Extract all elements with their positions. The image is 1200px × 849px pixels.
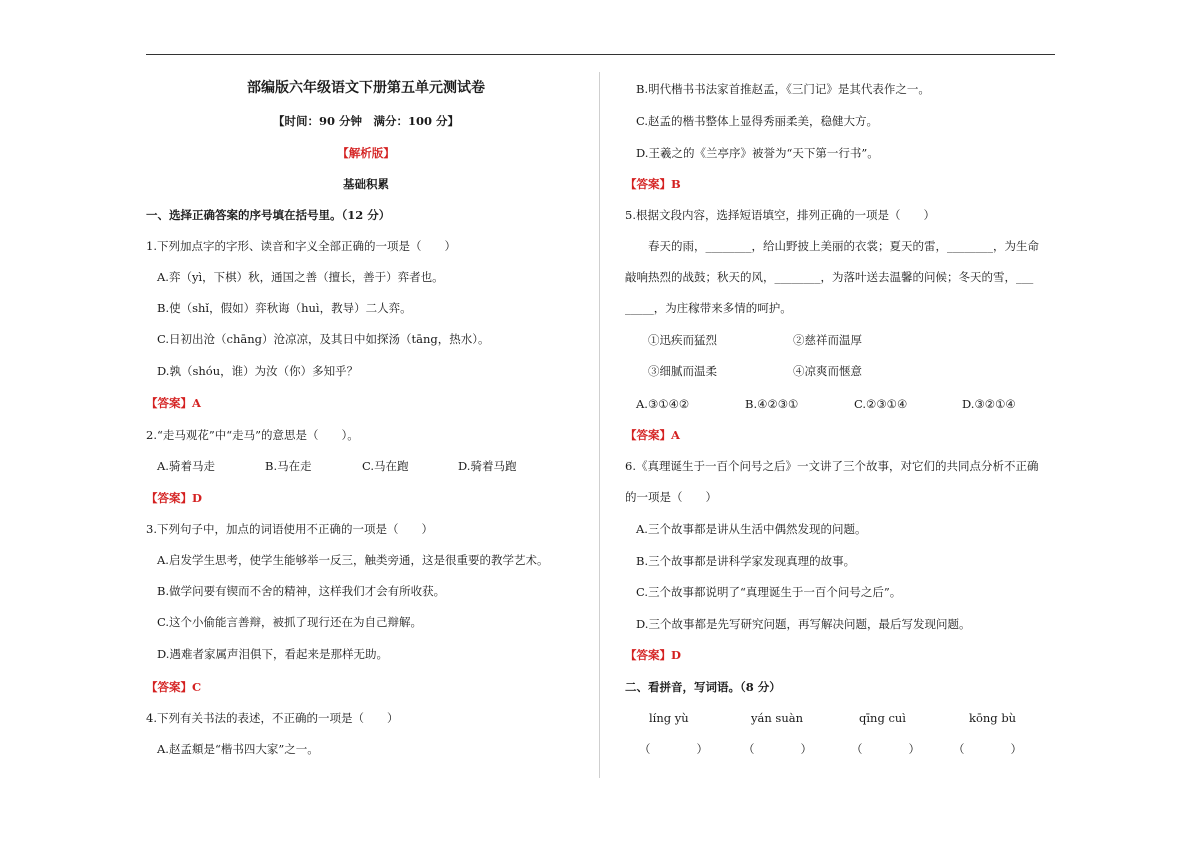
- q4-option-c: C.赵孟的楷书整体上显得秀丽柔美，稳健大方。: [636, 114, 879, 128]
- q1-answer: 【答案】A: [146, 396, 201, 410]
- q2-option-a: A.骑着马走: [157, 459, 215, 473]
- q3-option-a: A.启发学生思考，使学生能够举一反三，触类旁通，这是很重要的教学艺术。: [157, 553, 549, 567]
- q3-answer: 【答案】C: [146, 680, 202, 694]
- pinyin-4: kōng bù: [969, 711, 1017, 725]
- q5-passage-line1: 春天的雨，________，给山野披上美丽的衣裳；夏天的雷，________，为生命: [648, 239, 1039, 253]
- q5-option-c: C.②③①④: [854, 397, 908, 411]
- q3-option-d: D.遇难者家属声泪俱下，看起来是那样无助。: [157, 647, 388, 661]
- pinyin-2: yán suàn: [751, 711, 803, 725]
- q6-stem-line2: 的一项是（ ）: [625, 490, 717, 504]
- q1-option-a: A.弈（yì，下棋）秋，通国之善（擅长，善于）弈者也。: [157, 270, 444, 284]
- q5-option-d: D.③②①④: [962, 397, 1016, 411]
- q6-answer: 【答案】D: [625, 648, 681, 662]
- q5-phrase-1: ①迅疾而猛烈: [648, 333, 717, 347]
- q5-phrase-3: ③细腻而温柔: [648, 364, 717, 378]
- part2-heading: 二、看拼音，写词语。（8 分）: [625, 680, 781, 694]
- page-title: 部编版六年级语文下册第五单元测试卷: [247, 80, 485, 96]
- q5-passage-line2: 敲响热烈的战鼓；秋天的风，________，为落叶送去温馨的问候；冬天的雪，___: [625, 270, 1034, 284]
- q5-phrase-4: ④凉爽而惬意: [793, 364, 862, 378]
- q5-option-b: B.④②③①: [745, 397, 799, 411]
- q6-option-d: D.三个故事都是先写研究问题，再写解决问题，最后写发现问题。: [636, 617, 971, 631]
- q1-option-c: C.日初出沧（chāng）沧凉凉，及其日中如探汤（tāng，热水）。: [157, 332, 490, 346]
- exam-meta: 【时间：90 分钟 满分：100 分】: [272, 114, 459, 128]
- q1-option-d: D.孰（shóu，谁）为汝（你）多知乎？: [157, 364, 359, 378]
- q3-option-c: C.这个小偷能言善辩，被抓了现行还在为自己辩解。: [157, 615, 423, 629]
- q1-option-b: B.使（shǐ，假如）弈秋诲（huì，教导）二人弈。: [157, 301, 412, 315]
- header-rule: [146, 54, 1055, 55]
- q1-stem: 1.下列加点字的字形、读音和字义全部正确的一项是（ ）: [146, 239, 456, 253]
- edition-label: 【解析版】: [337, 146, 395, 160]
- pinyin-3: qīng cuì: [859, 711, 906, 725]
- q6-stem-line1: 6.《真理诞生于一百个问号之后》一文讲了三个故事，对它们的共同点分析不正确: [625, 459, 1039, 473]
- q2-stem: 2.“走马观花”中“走马”的意思是（ ）。: [146, 428, 359, 442]
- q6-option-a: A.三个故事都是讲从生活中偶然发现的问题。: [636, 522, 867, 536]
- q4-option-b: B.明代楷书书法家首推赵孟，《三门记》是其代表作之一。: [636, 82, 930, 96]
- q5-option-a: A.③①④②: [636, 397, 690, 411]
- q3-option-b: B.做学问要有锲而不舍的精神，这样我们才会有所收获。: [157, 584, 446, 598]
- answer-blank-3[interactable]: （ ）: [851, 742, 920, 756]
- answer-blank-1[interactable]: （ ）: [639, 742, 708, 756]
- answer-blank-2[interactable]: （ ）: [743, 742, 812, 756]
- column-divider: [599, 72, 600, 778]
- q6-option-c: C.三个故事都说明了“真理诞生于一百个问号之后”。: [636, 585, 902, 599]
- q4-option-d: D.王羲之的《兰亭序》被誉为“天下第一行书”。: [636, 146, 879, 160]
- q2-answer: 【答案】D: [146, 491, 202, 505]
- answer-blank-4[interactable]: （ ）: [953, 742, 1022, 756]
- q4-option-a: A.赵孟頫是“楷书四大家”之一。: [157, 742, 319, 756]
- q3-stem: 3.下列句子中，加点的词语使用不正确的一项是（ ）: [146, 522, 433, 536]
- q2-option-d: D.骑着马跑: [458, 459, 517, 473]
- q4-stem: 4.下列有关书法的表述，不正确的一项是（ ）: [146, 711, 399, 725]
- part1-heading: 一、选择正确答案的序号填在括号里。（12 分）: [146, 208, 391, 222]
- q2-option-b: B.马在走: [265, 459, 312, 473]
- q5-answer: 【答案】A: [625, 428, 680, 442]
- section-title: 基础积累: [343, 177, 389, 191]
- q5-stem: 5.根据文段内容，选择短语填空，排列正确的一项是（ ）: [625, 208, 935, 222]
- pinyin-1: líng yù: [649, 711, 689, 725]
- q6-option-b: B.三个故事都是讲科学家发现真理的故事。: [636, 554, 856, 568]
- q5-phrase-2: ②慈祥而温厚: [793, 333, 862, 347]
- q4-answer: 【答案】B: [625, 177, 681, 191]
- q5-passage-line3: _____，为庄稼带来多情的呵护。: [625, 301, 792, 315]
- q2-option-c: C.马在跑: [362, 459, 409, 473]
